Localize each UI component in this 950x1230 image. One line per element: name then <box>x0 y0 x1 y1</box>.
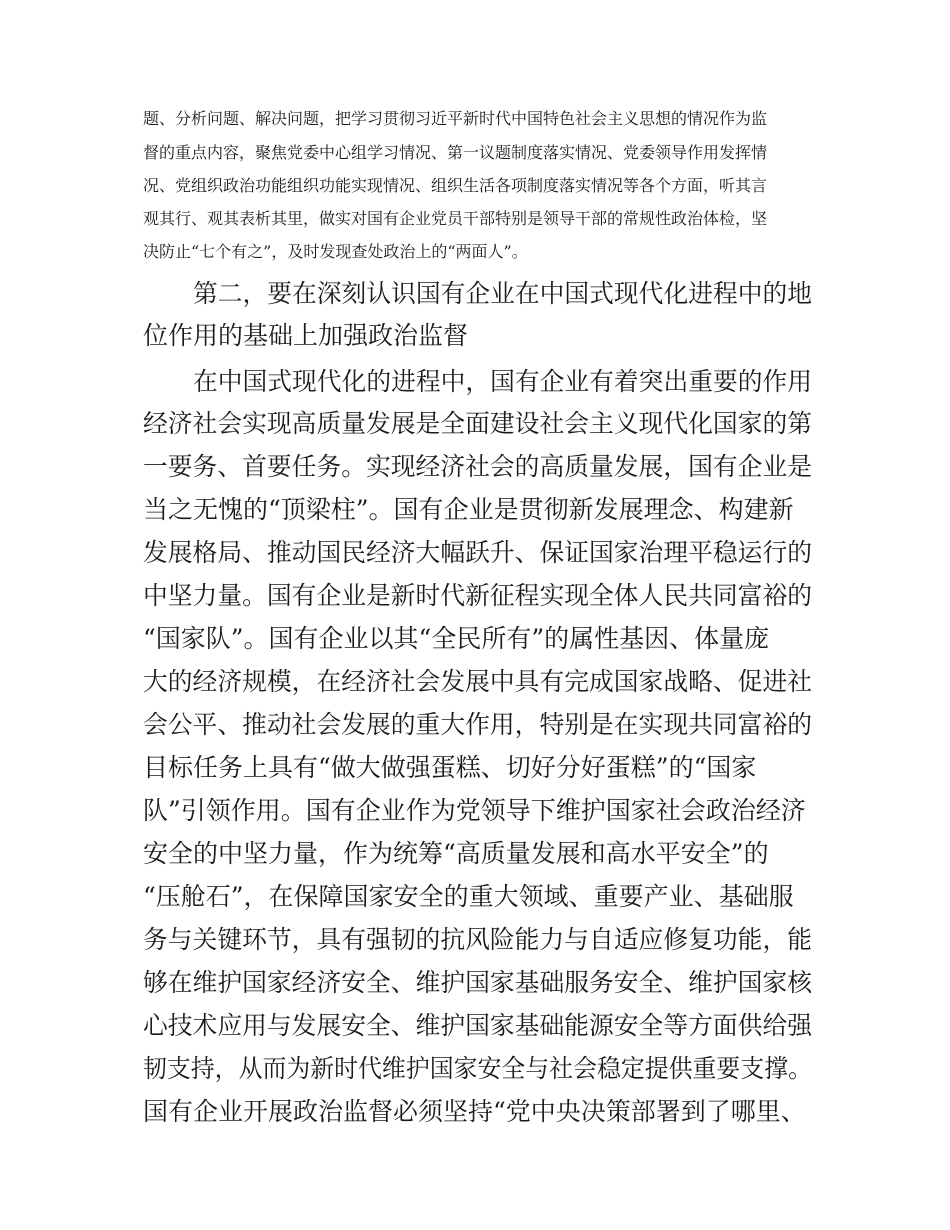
top-paragraph-line-2: 督的重点内容，聚焦党委中心组学习情况、第一议题制度落实情况、党委领导作用发挥情 <box>143 143 768 162</box>
body-line-16: 心技术应用与发展安全、维护国家基础能源安全等方面供给强 <box>143 1011 813 1040</box>
body-line-14: 务与关键环节，具有强韧的抗风险能力与自适应修复功能，能 <box>143 925 813 954</box>
body-line-3: 一要务、首要任务。实现经济社会的高质量发展，国有企业是 <box>143 452 813 481</box>
body-line-4: 当之无愧的“顶梁柱”。国有企业是贯彻新发展理念、构建新 <box>143 495 794 524</box>
section-heading-line-1: 第二，要在深刻认识国有企业在中国式现代化进程中的地 <box>193 279 813 308</box>
top-paragraph-line-1: 题、分析问题、解决问题，把学习贯彻习近平新时代中国特色社会主义思想的情况作为监 <box>143 109 768 128</box>
top-paragraph-line-4: 观其行、观其表析其里，做实对国有企业党员干部特别是领导干部的常规性政治体检，坚 <box>143 209 768 228</box>
body-line-9: 会公平、推动社会发展的重大作用，特别是在实现共同富裕的 <box>143 710 813 739</box>
body-line-6: 中坚力量。国有企业是新时代新征程实现全体人民共同富裕的 <box>143 581 813 610</box>
body-line-13: “压舱石”，在保障国家安全的重大领域、重要产业、基础服 <box>143 882 794 911</box>
body-line-5: 发展格局、推动国民经济大幅跃升、保证国家治理平稳运行的 <box>143 538 813 567</box>
body-line-15: 够在维护国家经济安全、维护国家基础服务安全、维护国家核 <box>143 968 813 997</box>
top-paragraph-line-3: 况、党组织政治功能组织功能实现情况、组织生活各项制度落实情况等各个方面，听其言 <box>143 176 768 195</box>
body-line-12: 安全的中坚力量，作为统筹“高质量发展和高水平安全”的 <box>143 839 769 868</box>
body-line-8: 大的经济规模，在经济社会发展中具有完成国家战略、促进社 <box>143 667 813 696</box>
body-line-7: “国家队”。国有企业以其“全民所有”的属性基因、体量庞 <box>143 624 770 653</box>
body-line-18: 国有企业开展政治监督必须坚持“党中央决策部署到了哪里、 <box>143 1097 806 1126</box>
section-heading-line-2: 位作用的基础上加强政治监督 <box>143 321 469 350</box>
body-line-10: 目标任务上具有“做大做强蛋糕、切好分好蛋糕”的“国家 <box>143 753 757 782</box>
top-paragraph-line-5: 决防止“七个有之”，及时发现查处政治上的“两面人”。 <box>143 242 528 261</box>
body-line-17: 韧支持，从而为新时代维护国家安全与社会稳定提供重要支撑。 <box>143 1054 813 1083</box>
body-line-2: 经济社会实现高质量发展是全面建设社会主义现代化国家的第 <box>143 409 813 438</box>
body-line-1: 在中国式现代化的进程中，国有企业有着突出重要的作用 <box>193 367 813 396</box>
body-line-11: 队”引领作用。国有企业作为党领导下维护国家社会政治经济 <box>143 796 806 825</box>
